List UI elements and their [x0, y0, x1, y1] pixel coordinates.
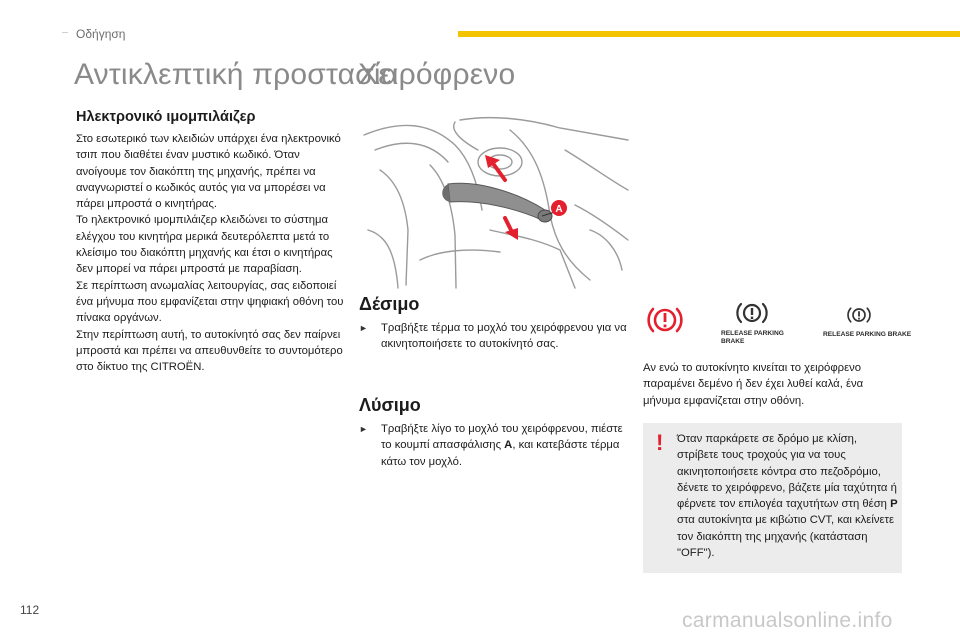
release-step	[359, 421, 636, 470]
release-step-text-1: Τραβήξτε λίγο το μοχλό του χειρόφρενου, πιέστε το κουμπί απασφάλισης	[381, 423, 623, 452]
note-text	[677, 431, 899, 561]
watermark: carmanualsonline.info	[682, 609, 893, 632]
note-gear-p: P	[890, 498, 898, 511]
immobiliser-text	[76, 131, 346, 375]
header-rule	[62, 32, 68, 33]
release-step-text-2: , και κατεβάστε τέρμα κάτω τον μοχλό.	[381, 439, 620, 468]
release-heading: Λύσιμο	[359, 395, 421, 415]
release-parking-brake-label-line2: BRAKE	[721, 338, 745, 345]
parking-brake-warning-icon	[647, 302, 683, 338]
note-text-part1: Όταν παρκάρετε σε δρόμο με κλίση, στρίβετε τους τροχούς για να τους ακινητοποιήσετε κόντρα στο πεζοδρόμιο, δένετε το χειρόφρενο, βάζετε μία ταχύτητα ή φέρνετε τον επιλογέα ταχυτήτων στη θέση	[677, 433, 897, 511]
callout-label-a: A	[555, 204, 563, 215]
parking-brake-illustration	[360, 110, 630, 293]
immobiliser-paragraph: Στην περίπτωση αυτή, το αυτοκίνητό σας δεν παίρνει μπροστά και πρέπει να απευθυνθείτε το συντομότερο στο δίκτυο της CITROËN.	[76, 328, 343, 374]
release-parking-brake-label	[721, 330, 784, 346]
immobiliser-paragraph: Στο εσωτερικό των κλειδιών υπάρχει ένα ηλεκτρονικό τσιπ που διαθέτει έναν μυστικό κωδικό. Όταν ανοίγουμε τον διακόπτη της μηχανής, πρέπει να αναγνωριστεί ο κωδικός αυτός για να μπορέσει να πάρει μπροστά ο κινητήρας.	[76, 133, 341, 211]
release-parking-brake-inline-label: RELEASE PARKING BRAKE	[823, 331, 912, 338]
page-number: 112	[20, 603, 40, 617]
immobiliser-heading: Ηλεκτρονικό ιμομπιλάιζερ	[76, 109, 256, 125]
header-accent-bar	[458, 31, 960, 37]
apply-step	[359, 320, 636, 353]
release-parking-brake-label-line1: RELEASE PARKING	[721, 330, 784, 337]
warning-text: Αν ενώ το αυτοκίνητο κινείται το χειρόφρενο παραμένει δεμένο ή δεν έχει λυθεί καλά, ένα μήνυμα εμφανίζεται στην οθόνη.	[643, 362, 864, 407]
release-button-label: A	[504, 439, 513, 452]
parking-brake-drawing	[360, 110, 630, 293]
apply-heading: Δέσιμο	[359, 294, 420, 314]
warning-icon-row	[640, 300, 910, 350]
page-title-anti-theft: Αντικλεπτική προστασία	[74, 58, 399, 91]
bullet-arrow-icon: ►	[359, 424, 368, 434]
release-parking-brake-icon	[732, 300, 772, 326]
immobiliser-paragraph: Το ηλεκτρονικό ιμομπιλάιζερ κλειδώνει το σύστημα ελέγχου του κινητήρα μερικά δευτερόλεπτα μετά το κλείσιμο του διακόπτη μηχανής και έτσι ο κινητήρας δεν μπορεί να πάρει μπροστά με παραβίαση.	[76, 214, 333, 276]
immobiliser-paragraph: Σε περίπτωση ανωμαλίας λειτουργίας, σας ειδοποιεί ένα μήνυμα που εμφανίζεται στην ψηφιακή οθόνη του πίνακα οργάνων.	[76, 279, 344, 325]
section-label: Οδήγηση	[76, 27, 126, 41]
note-text-part2: στα αυτοκίνητα με κιβώτιο CVT, και κλείνετε τον διακόπτη της μηχανής (κατάσταση "OFF").	[677, 514, 895, 560]
page-title-parking-brake: Χειρόφρενο	[358, 58, 516, 91]
bullet-arrow-icon: ►	[359, 323, 368, 333]
release-parking-brake-icon-small	[844, 304, 874, 326]
exclamation-icon: !	[656, 430, 664, 455]
apply-step-text: Τραβήξτε τέρμα το μοχλό του χειρόφρενου για να ακινητοποιήσετε το αυτοκίνητό σας.	[381, 322, 627, 351]
